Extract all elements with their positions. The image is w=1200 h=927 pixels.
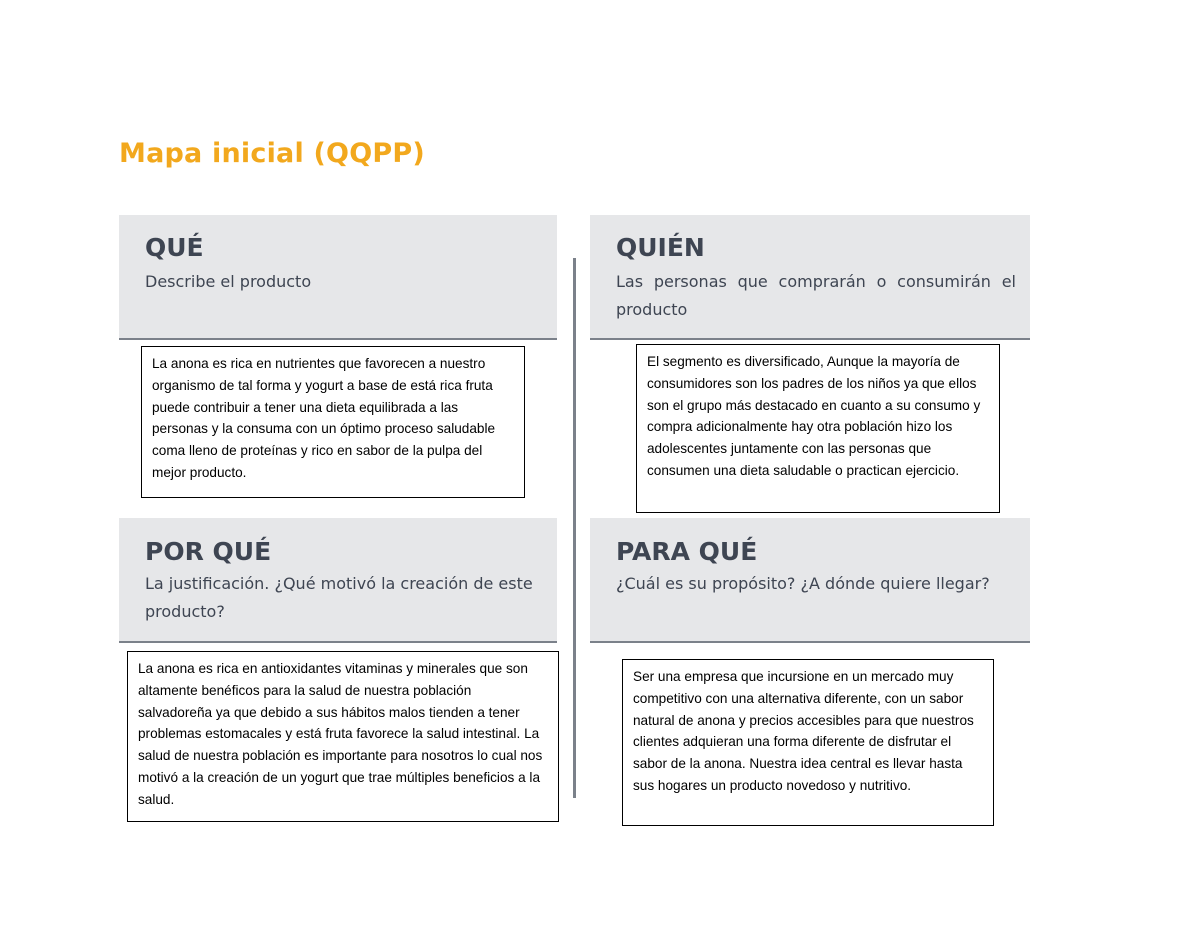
que-subtitle: Describe el producto xyxy=(145,272,312,291)
vertical-divider xyxy=(573,258,576,798)
para-que-subtitle: ¿Cuál es su propósito? ¿A dónde quiere llegar? xyxy=(616,574,990,593)
quien-panel xyxy=(590,215,1030,340)
que-heading: QUÉ xyxy=(145,233,204,262)
quien-heading: QUIÉN xyxy=(616,233,705,262)
page-title: Mapa inicial (QQPP) xyxy=(119,138,425,169)
por-que-subtitle: La justificación. ¿Qué motivó la creación de este producto? xyxy=(145,574,533,621)
quien-answer-box: El segmento es diversificado, Aunque la mayoría de consumidores son los padres de los niños ya que ellos son el grupo más destacado en cuanto a su consumo y compra adicionalmente hay otra población hizo los adolescentes juntamente con las personas que consumen una dieta saludable o practican ejercicio. xyxy=(636,344,1000,513)
quien-subtitle: Las personas que comprarán o consumirán el producto xyxy=(616,272,1016,319)
para-que-answer-box: Ser una empresa que incursione en un mercado muy competitivo con una alternativa diferente, con un sabor natural de anona y precios accesibles para que nuestros clientes adquieran una forma diferente de disfrutar el sabor de la anona. Nuestra idea central es llevar hasta sus hogares un producto novedoso y nutritivo. xyxy=(622,659,994,826)
por-que-panel xyxy=(119,518,557,643)
para-que-heading: PARA QUÉ xyxy=(616,537,758,566)
por-que-answer-box: La anona es rica en antioxidantes vitaminas y minerales que son altamente benéficos para la salud de nuestra población salvadoreña ya que debido a sus hábitos malos tienden a tener problemas estomacales y está fruta favorece la salud intestinal. La salud de nuestra población es importante para nosotros lo cual nos motivó a la creación de un yogurt que trae múltiples beneficios a la salud. xyxy=(127,651,559,822)
que-panel xyxy=(119,215,557,340)
que-answer-box: La anona es rica en nutrientes que favorecen a nuestro organismo de tal forma y yogurt a base de está rica fruta puede contribuir a tener una dieta equilibrada a las personas y la consuma con un óptimo proceso saludable coma lleno de proteínas y rico en sabor de la pulpa del mejor producto. xyxy=(141,346,525,498)
para-que-panel xyxy=(590,518,1030,643)
por-que-heading: POR QUÉ xyxy=(145,537,272,566)
